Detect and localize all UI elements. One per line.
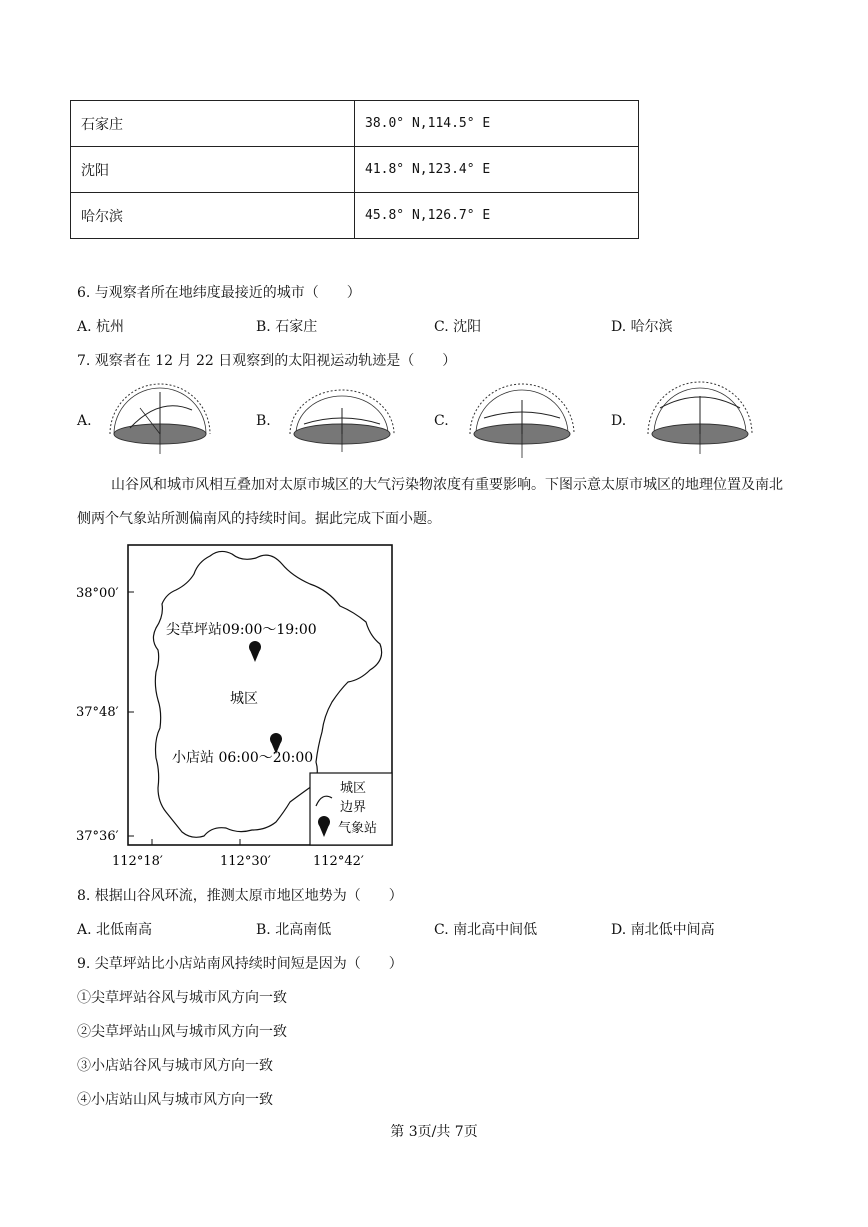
q8-option-d: D. 南北低中间高: [611, 922, 715, 938]
table-row: [71, 147, 639, 193]
q8-option-a: A. 北低南高: [77, 922, 153, 938]
page-footer: 第 3页/共 7页: [390, 1124, 478, 1140]
lon-label-112-42: 112°42′: [313, 854, 364, 869]
legend-boundary-label-1: 城区: [340, 781, 367, 796]
q6-option-b: B. 石家庄: [256, 319, 318, 335]
q7-diagram-b: [282, 378, 402, 460]
taiyuan-map: [70, 540, 400, 879]
lat-label-37-48: 37°48′: [76, 705, 119, 720]
q7-option-a-label: A.: [77, 413, 92, 429]
q9-item-1: ①尖草坪站谷风与城市风方向一致: [77, 990, 287, 1006]
q7-diagram-d: [640, 378, 760, 460]
station-north-label: 尖草坪站09:00～19:00: [166, 622, 317, 638]
table-row: [71, 101, 639, 147]
q9-item-2: ②尖草坪站山风与城市风方向一致: [77, 1024, 287, 1040]
lat-label-37-36: 37°36′: [76, 829, 119, 844]
q6-option-d: D. 哈尔滨: [611, 319, 673, 335]
q7-option-b-label: B.: [256, 413, 271, 429]
table-cell-city: 沈阳: [71, 147, 355, 193]
question-7-stem: 7. 观察者在 12 月 22 日观察到的太阳视运动轨迹是（ ）: [77, 353, 457, 369]
passage-text: 山谷风和城市风相互叠加对太原市城区的大气污染物浓度有重要影响。下图示意太原市城区的地理位置及南北侧两个气象站所测偏南风的持续时间。据此完成下面小题。: [77, 477, 783, 527]
table-cell-coord: 41.8° N,123.4° E: [355, 147, 639, 193]
station-south-label: 小店站 06:00～20:00: [172, 750, 314, 766]
q7-diagram-c: [462, 378, 582, 464]
q9-item-3: ③小店站谷风与城市风方向一致: [77, 1058, 273, 1074]
table-cell-coord: 38.0° N,114.5° E: [355, 101, 639, 147]
lon-label-112-30: 112°30′: [220, 854, 271, 869]
legend-station-label: 气象站: [338, 821, 378, 836]
q8-option-c: C. 南北高中间低: [434, 922, 538, 938]
q8-option-b: B. 北高南低: [256, 922, 332, 938]
q7-option-d-label: D.: [611, 413, 627, 429]
q6-option-a: A. 杭州: [77, 319, 125, 335]
question-8-stem: 8. 根据山谷风环流，推测太原市地区地势为（ ）: [77, 888, 403, 904]
table-row: [71, 193, 639, 239]
q6-option-c: C. 沈阳: [434, 319, 482, 335]
table-cell-city: 石家庄: [71, 101, 355, 147]
lon-label-112-18: 112°18′: [112, 854, 163, 869]
legend-boundary-label-2: 边界: [340, 800, 367, 815]
city-area-label: 城区: [230, 691, 258, 707]
question-6-stem: 6. 与观察者所在地纬度最接近的城市（ ）: [77, 285, 361, 301]
q7-option-c-label: C.: [434, 413, 449, 429]
q9-item-4: ④小店站山风与城市风方向一致: [77, 1092, 273, 1108]
table-cell-city: 哈尔滨: [71, 193, 355, 239]
q7-diagram-a: [100, 378, 220, 460]
city-coordinate-table: [70, 100, 639, 239]
lat-label-38-00: 38°00′: [76, 586, 119, 601]
question-9-stem: 9. 尖草坪站比小店站南风持续时间短是因为（ ）: [77, 956, 403, 972]
table-cell-coord: 45.8° N,126.7° E: [355, 193, 639, 239]
